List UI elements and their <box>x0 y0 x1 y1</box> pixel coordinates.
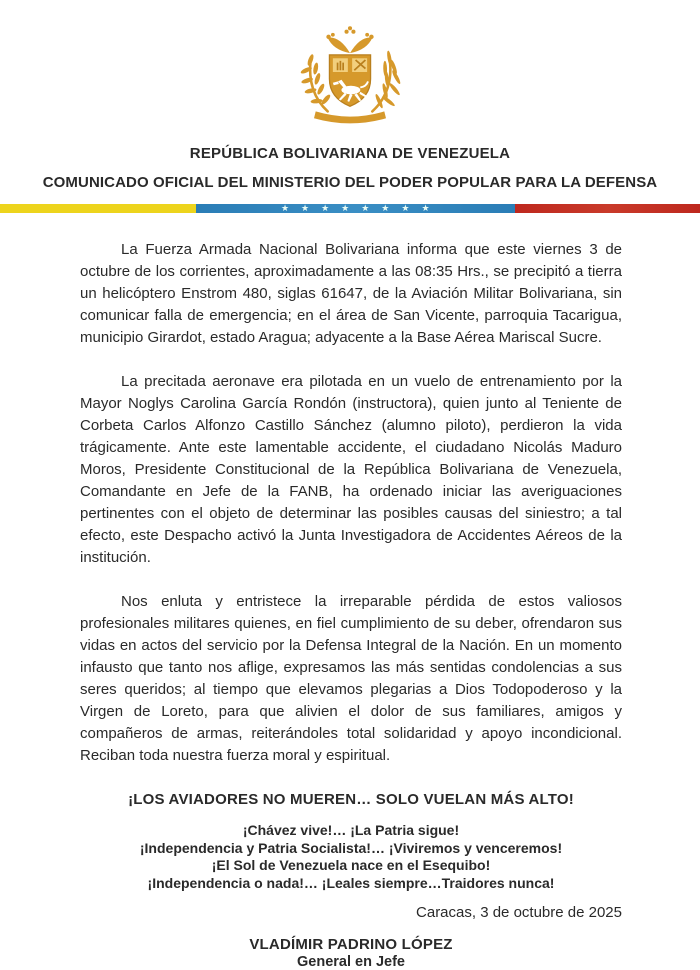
flag-bar <box>0 204 700 213</box>
flag-blue-stripe <box>196 204 515 213</box>
flag-yellow-stripe <box>0 204 196 213</box>
body-paragraph-2: La precitada aeronave era pilotada en un vuelo de entrenamiento por la Mayor Noglys Carolina García Rondón (instructora), quien junto al Teniente de Corbeta Carlos Alfonzo Castillo Sánchez (alumno piloto), perdieron la vida trágicamente. Ante este lamentable accidente, el ciudadano Nicolás Maduro Moros, Presidente Constitucional de la República Bolivariana de Venezuela, Comandante en Jefe de la FANB, ha ordenado iniciar las averiguaciones pertinentes con el objeto de determinar las posibles causas del siniestro; a tal efecto, este Despacho activó la Junta Investigadora de Accidentes Aéreos de la institución. <box>80 371 622 569</box>
page-title: REPÚBLICA BOLIVARIANA DE VENEZUELA <box>0 145 700 162</box>
flag-red-stripe <box>515 204 700 213</box>
document-body <box>0 213 700 970</box>
slogan-line-4: ¡Independencia o nada!… ¡Leales siempre…Traidores nunca! <box>80 875 622 893</box>
signature-rank: General en Jefe <box>80 954 622 970</box>
venezuela-coat-of-arms-icon <box>290 24 410 132</box>
slogans-block <box>80 822 622 892</box>
slogan-line-3: ¡El Sol de Venezuela nace en el Esequibo! <box>80 857 622 875</box>
body-paragraph-1: La Fuerza Armada Nacional Bolivariana informa que este viernes 3 de octubre de los corrientes, aproximadamente a las 08:35 Hrs., se precipitó a tierra un helicóptero Enstrom 480, siglas 61647, de la Aviación Militar Bolivariana, sin comunicar falla de emergencia; en el área de San Vicente, parroquia Tacarigua, municipio Girardot, estado Aragua; adyacente a la Base Aérea Mariscal Sucre. <box>80 239 622 349</box>
signature-block <box>80 936 622 970</box>
signature-name: VLADÍMIR PADRINO LÓPEZ <box>80 936 622 953</box>
flag-stars: ★★★★★★★★ <box>269 204 442 213</box>
page-subtitle: COMUNICADO OFICIAL DEL MINISTERIO DEL PODER POPULAR PARA LA DEFENSA <box>0 174 700 191</box>
motto-line: ¡LOS AVIADORES NO MUEREN… SOLO VUELAN MÁS ALTO! <box>80 791 622 808</box>
slogan-line-2: ¡Independencia y Patria Socialista!… ¡Viviremos y venceremos! <box>80 840 622 858</box>
body-paragraph-3: Nos enluta y entristece la irreparable pérdida de estos valiosos profesionales militares quienes, en fiel cumplimiento de su deber, ofrendaron sus vidas en actos del servicio por la Defensa Integral de la Nación. En un momento infausto que tanto nos aflige, expresamos las más sentidas condolencias a sus seres queridos; al tiempo que elevamos plegarias a Dios Todopoderoso y la Virgen de Loreto, para que alivien el dolor de sus familiares, amigos y compañeros de armas, reiterándoles total solidaridad y apoyo incondicional. Reciban toda nuestra fuerza moral y espiritual. <box>80 591 622 767</box>
dateline: Caracas, 3 de octubre de 2025 <box>80 904 622 921</box>
document-header <box>0 0 700 191</box>
slogan-line-1: ¡Chávez vive!… ¡La Patria sigue! <box>80 822 622 840</box>
